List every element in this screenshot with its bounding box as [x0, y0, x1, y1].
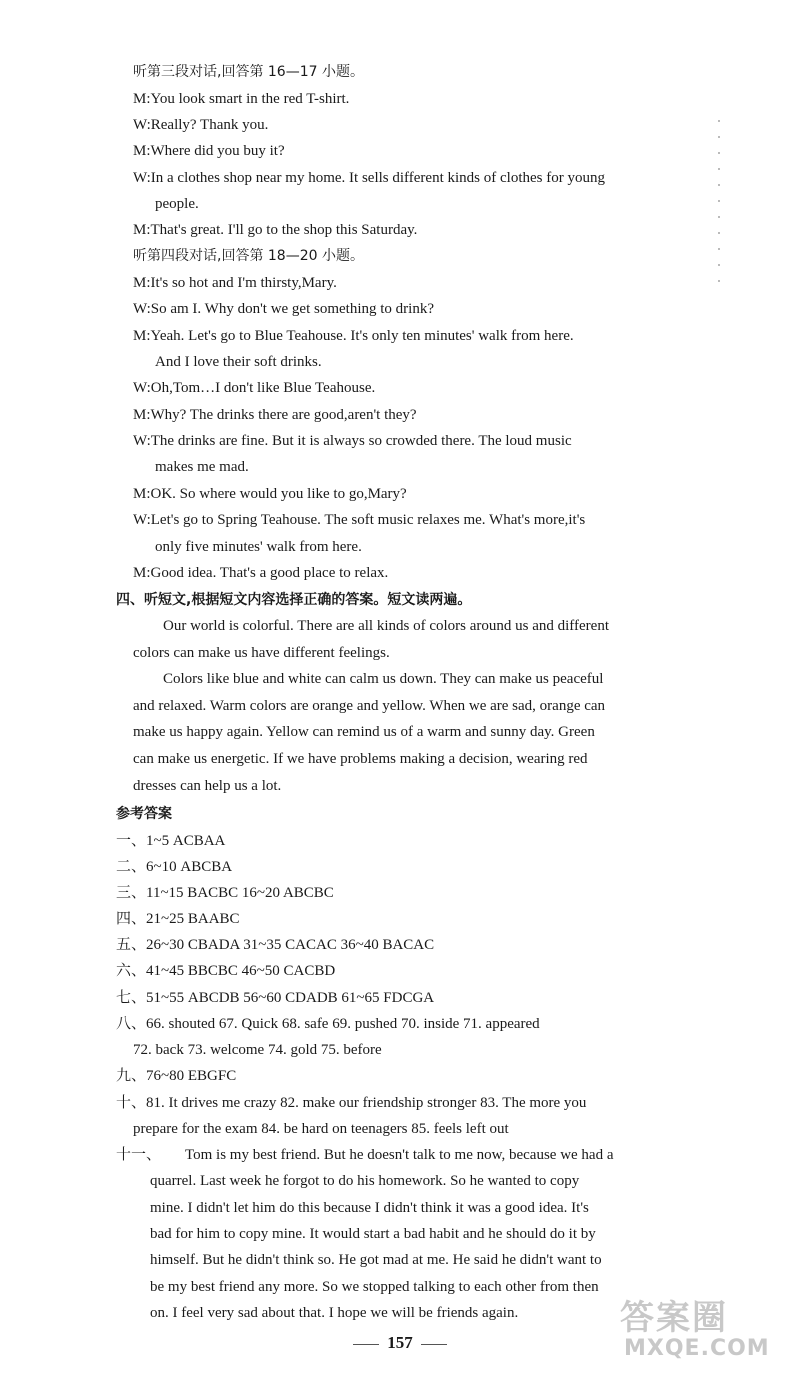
page-number-dash [353, 1344, 379, 1345]
answer-line: 七、51~55 ABCDB 56~60 CDADB 61~65 FDCGA [116, 990, 435, 1006]
watermark-en: MXQE.COM [624, 1336, 770, 1361]
section3-heading: 听第三段对话,回答第 16—17 小题。 [133, 64, 364, 80]
dialogue-line: W:Let's go to Spring Teahouse. The soft music relaxes me. What's more,it's [133, 512, 586, 528]
essay-line: on. I feel very sad about that. I hope we will be friends again. [150, 1305, 519, 1321]
answer-line: 五、26~30 CBADA 31~35 CACAC 36~40 BACAC [116, 937, 435, 953]
section4-heading: 听第四段对话,回答第 18—20 小题。 [133, 248, 364, 264]
dialogue-line: M:OK. So where would you like to go,Mary? [133, 486, 407, 502]
watermark-cn: 答案圈 [620, 1298, 728, 1338]
dialogue-line: M:Yeah. Let's go to Blue Teahouse. It's only ten minutes' walk from here. [133, 328, 574, 344]
dialogue-line: W:Oh,Tom…I don't like Blue Teahouse. [133, 380, 376, 396]
answer-line: 三、11~15 BACBC 16~20 ABCBC [116, 885, 334, 901]
passage-line: colors can make us have different feelings. [133, 645, 390, 661]
watermark-logo [610, 1290, 795, 1370]
dialogue-line: only five minutes' walk from here. [155, 539, 362, 555]
answer-line: 九、76~80 EBGFC [116, 1068, 237, 1084]
answer-line: 四、21~25 BAABC [116, 911, 240, 927]
dialogue-line: W:So am I. Why don't we get something to drink? [133, 301, 434, 317]
dialogue-line: And I love their soft drinks. [155, 354, 322, 370]
passage-line: Our world is colorful. There are all kinds of colors around us and different [163, 618, 609, 634]
dialogue-line: W:Really? Thank you. [133, 117, 269, 133]
answer-line: 二、6~10 ABCBA [116, 859, 233, 875]
passage-line: Colors like blue and white can calm us down. They can make us peaceful [163, 671, 604, 687]
page-number [340, 1333, 460, 1353]
essay-line: be my best friend any more. So we stopped talking to each other from then [150, 1279, 599, 1295]
essay-label: 十一、 [116, 1147, 162, 1163]
dialogue-line: M:Good idea. That's a good place to relax. [133, 565, 389, 581]
page-number-dash [421, 1344, 447, 1345]
essay-line: mine. I didn't let him do this because I didn't think it was a good idea. It's [150, 1200, 589, 1216]
answer-line: 十、81. It drives me crazy 82. make our friendship stronger 83. The more you [116, 1095, 587, 1111]
passage-line: dresses can help us a lot. [133, 778, 282, 794]
passage-line: can make us energetic. If we have problems making a decision, wearing red [133, 751, 588, 767]
dialogue-line: makes me mad. [155, 459, 249, 475]
page-number-text: 157 [387, 1333, 413, 1352]
passage-heading: 四、听短文,根据短文内容选择正确的答案。短文读两遍。 [116, 592, 472, 608]
essay-line: quarrel. Last week he forgot to do his homework. So he wanted to copy [150, 1173, 580, 1189]
essay-line: himself. But he didn't think so. He got mad at me. He said he didn't want to [150, 1252, 602, 1268]
answer-line: 一、1~5 ACBAA [116, 833, 226, 849]
answers-heading: 参考答案 [116, 806, 172, 822]
dialogue-line: M:It's so hot and I'm thirsty,Mary. [133, 275, 337, 291]
essay-line: Tom is my best friend. But he doesn't talk to me now, because we had a [185, 1147, 614, 1163]
dialogue-line: W:The drinks are fine. But it is always so crowded there. The loud music [133, 433, 572, 449]
passage-line: make us happy again. Yellow can remind us of a warm and sunny day. Green [133, 724, 595, 740]
dialogue-line: M:Why? The drinks there are good,aren't they? [133, 407, 417, 423]
answer-line: 八、66. shouted 67. Quick 68. safe 69. pushed 70. inside 71. appeared [116, 1016, 540, 1032]
dialogue-line: W:In a clothes shop near my home. It sells different kinds of clothes for young [133, 170, 605, 186]
answer-line: prepare for the exam 84. be hard on teenagers 85. feels left out [133, 1121, 509, 1137]
dialogue-line: M:Where did you buy it? [133, 143, 285, 159]
essay-line: bad for him to copy mine. It would start a bad habit and he should do it by [150, 1226, 596, 1242]
margin-dots [718, 120, 724, 300]
dialogue-line: M:You look smart in the red T-shirt. [133, 91, 350, 107]
answer-line: 六、41~45 BBCBC 46~50 CACBD [116, 963, 336, 979]
answer-line: 72. back 73. welcome 74. gold 75. before [133, 1042, 382, 1058]
passage-line: and relaxed. Warm colors are orange and yellow. When we are sad, orange can [133, 698, 606, 714]
dialogue-line: people. [155, 196, 199, 212]
dialogue-line: M:That's great. I'll go to the shop this Saturday. [133, 222, 418, 238]
